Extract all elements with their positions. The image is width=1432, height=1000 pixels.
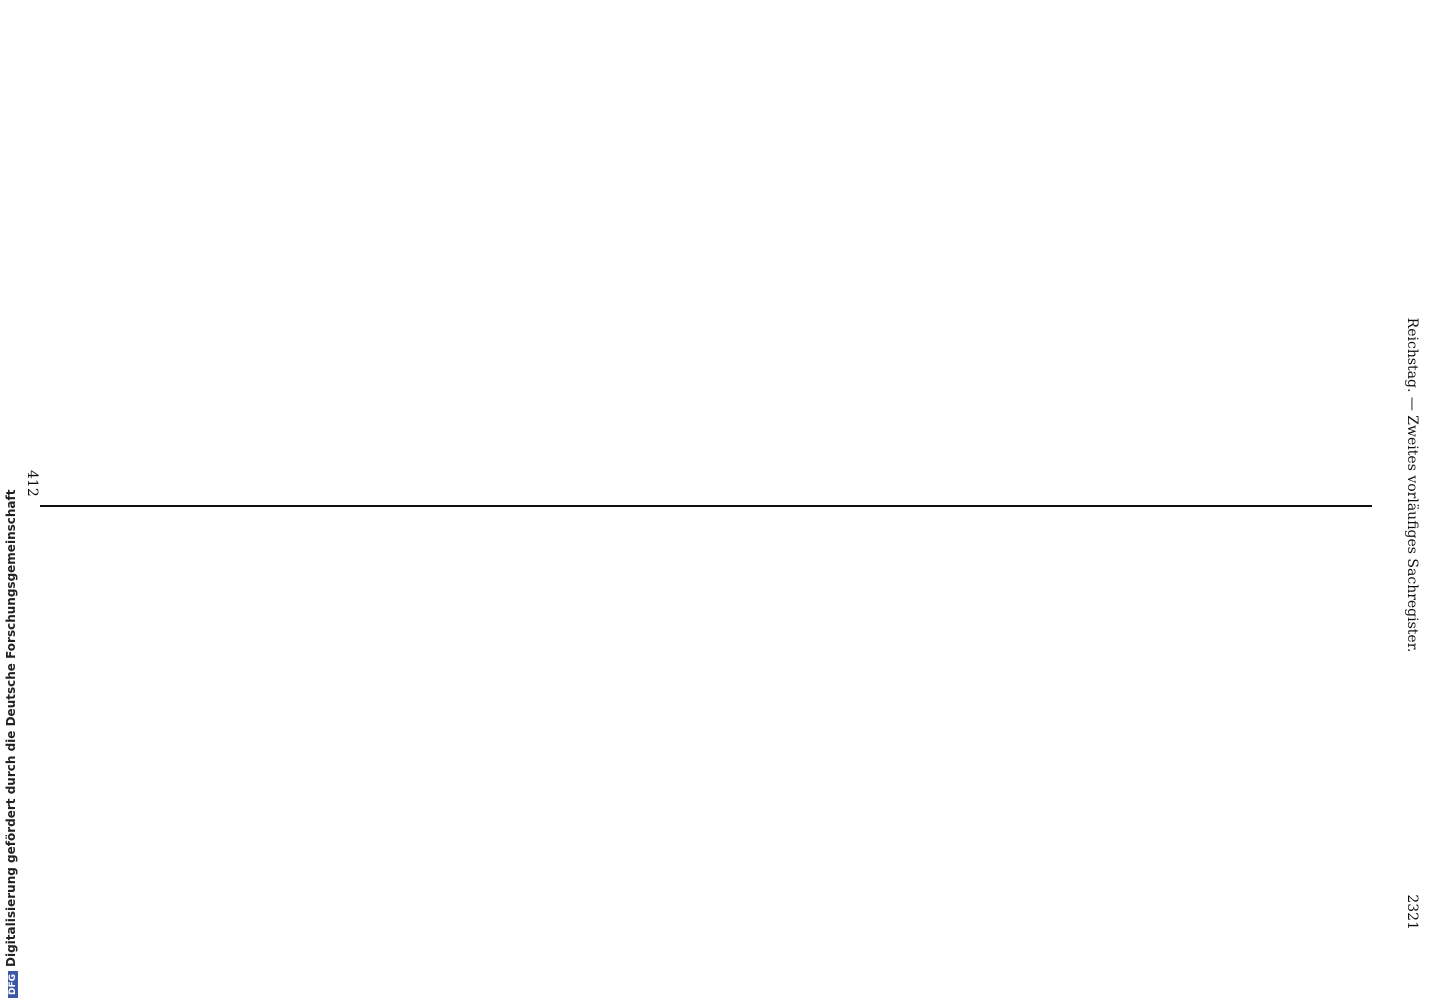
running-head-page-number: 2321 <box>1404 894 1420 930</box>
digitization-text: Digitalisierung gefördert durch die Deutsche Forschungsgemeinschaft <box>4 489 18 967</box>
left-column <box>40 530 1372 940</box>
column-divider <box>40 505 1372 507</box>
running-head <box>1396 40 1420 930</box>
digitization-text-line <box>4 8 20 998</box>
dfg-logo: DFG <box>8 971 18 998</box>
right-column <box>40 40 1372 450</box>
footer-page-number: 412 <box>24 470 40 497</box>
digitization-note <box>0 0 60 1000</box>
running-head-title: Reichstag. — Zweites vorläufiges Sachregister. <box>1404 317 1420 653</box>
